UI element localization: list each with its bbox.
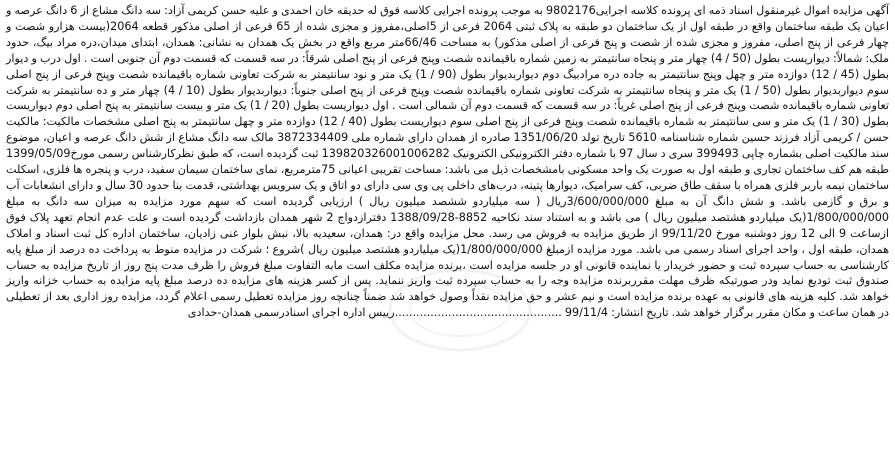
auction-notice [6, 3, 889, 321]
notice-body-text: آگهی مزایده اموال غیرمنقول اسناد ذمه ای پرونده کلاسه اجرایی9802176 به موجب پرونده اجرایی کلاسه فوق له حدیقه خان احمدی و علیه حسن کریمی آزاد: سه دانگ مشاع از 6 دانگ عرصه و اعیان یک طبقه ساختمان واقع در طبقه اول از یک ساختمان دو طبقه به پلاک ثبتی 2064 فرعی از 5اصلی،مفروز و مجزی شده از 65 فرعی از اصلی مذکور قطعه 2064(بیست هزارو شصت و چهار فرعی از پنج اصلی، مفروز و مجزی شده از شصت و پنج فرعی از اصلی مذکور) به مساحت 66/46متر مربع واقع در بخش یک همدان به نشانی: همدان، ابتدای میدان،دره مراد بیگ، حدود ملک: شمالاً: دیواریست بطول (50 / 4) چهار متر و پنجاه سانتیمتر به زمین شماره باقیمانده شصت وپنج فرعی از پنج اصلی شرقاً: در سه قسمت که قسمت دوم آن جنوبی است . اول درب و دیوار بطول (45 / 12) دوازده متر و چهل وپنج سانتیمتر به جاده دره مرادبیگ دوم دیواربدیوار بطول (90 / 1) یک متر و نود سانتیمتر به شرکت تعاونی شماره باقیمانده شصت وپنج فرعی از پنج اصلی سوم دیواربدیوار بطول (50 / 1) یک متر و پنجاه سانتیمتر به شرکت تعاونی شماره باقیمانده شصت وپنج فرعی از پنج اصلی جنوباً: دیواربدیوار بطول (10 / 4) چهار متر و ده سانتیمتر به شرکت تعاونی شماره باقیمانده شصت وپنج فرعی از پنج اصلی غرباً: در سه قسمت که قسمت دوم آن شمالی است . اول دیواریست بطول (20 / 1) یک متر و بیست سانتیمتر به پنج اصلی دوم دیواریست بطول (30 / 1) یک متر و سی سانتیمتر به شماره باقیمانده شصت وپنج فرعی از پنج اصلی سوم دیواریست بطول (40 / 12) دوازده متر و چهل سانتیمتر به پنج اصلی مشخصات مالکیت: مالکیت حسن / کریمی آزاد فرزند حسین شماره شناسنامه 5610 تاریخ تولد 1351/06/20 صادره از همدان دارای شماره ملی 3872334409 مالک سه دانگ مشاع از شش دانگ عرصه و اعیان، موضوع سند مالکیت اصلی بشماره چاپی 399493 سری د سال 97 با شماره دفتر الکترونیکی الکترونیک 139820326001006282 ثبت گردیده است، که طبق نظرکارشناس رسمی مورخ1399/05/09 طبقه هم کف ساختمان تجاری و طبقه اول به صورت یک واحد مسکونی بامشخصات ذیل می باشد: مساحت تقریبی اعیانی 75مترمربع، نمای ساختمان سیمان سفید، درب و پنجره ها فلزی، اسکلت ساختمان نیمه باربر فلزی همراه با سقف طاق ضربی، کف سرامیک، دیوارها پتینه، درب‌های داخلی پی وی سی دارای دو اتاق و یک سرویس بهداشتی، قدمت بنا حدود 30 سال و دارای انشعابات آب و برق و گازمی باشد. و شش دانگ آن به مبلغ 3/600/000/000ریال ( سه میلیاردو ششصد میلیون ریال ) ارزیابی گردیده است که سهم مورد مزایده به میزان سه دانگ به مبلغ 1/800/000/000(یک میلیاردو هشتصد میلیون ریال ) می باشد و به استناد سند نکاحیه 8852-1388/09/28 دفترازدواج 2 شهر همدان بازداشت گردیده است و علت عدم انجام تعهد پلاک فوق ازساعت 9 الی 12 روز دوشنبه مورخ 99/11/20 از طریق مزایده به فروش می رسد. محل مزایده واقع در: همدان، سعیدیه بالا، نبش بلوار غنی زادیان، ساختمان اداره کل ثبت اسناد و املاک همدان، طبقه اول ، واحد اجرای اسناد رسمی می باشد. مورد مزایده ازمبلغ 1/800/000/000(یک میلیاردو هشتصد میلیون ریال )شروع ؛ شرکت در مزایده منوط به پرداخت ده درصد از مبلغ پایه کارشناسی به حساب سپرده ثبت و حضور خریدار یا نماینده قانونی او در جلسه مزایده است ،برنده مزایده مکلف است مابه التفاوت مبلغ فروش را ظرف مدت پنج روز از تاریخ مزایده به حساب صندوق ثبت تودیع نماید ودر صورتیکه ظرف مهلت مقرربرنده مزایده وجه را به حساب سپرده ثبت واریز ننماید. پس از کسر هزینه های مزایده ده درصد مبلغ پایه مزایده به حساب خزانه واریز خواهد شد. کلیه هزینه های قانونی به عهده برنده مزایده است و نیم عشر و حق مزایده نقداً وصول خواهد شد ضمناً چنانچه روز مزایده تعطیل رسمی اعلام گردد، مزایده روز اداری بعد از تعطیلی در همان ساعت و مکان مقرر برگزار خواهد شد. تاریخ انتشار: 99/11/4 ...............................................رییس اداره اجرای اسنادرسمی همدان-حدادی [6, 4, 890, 320]
